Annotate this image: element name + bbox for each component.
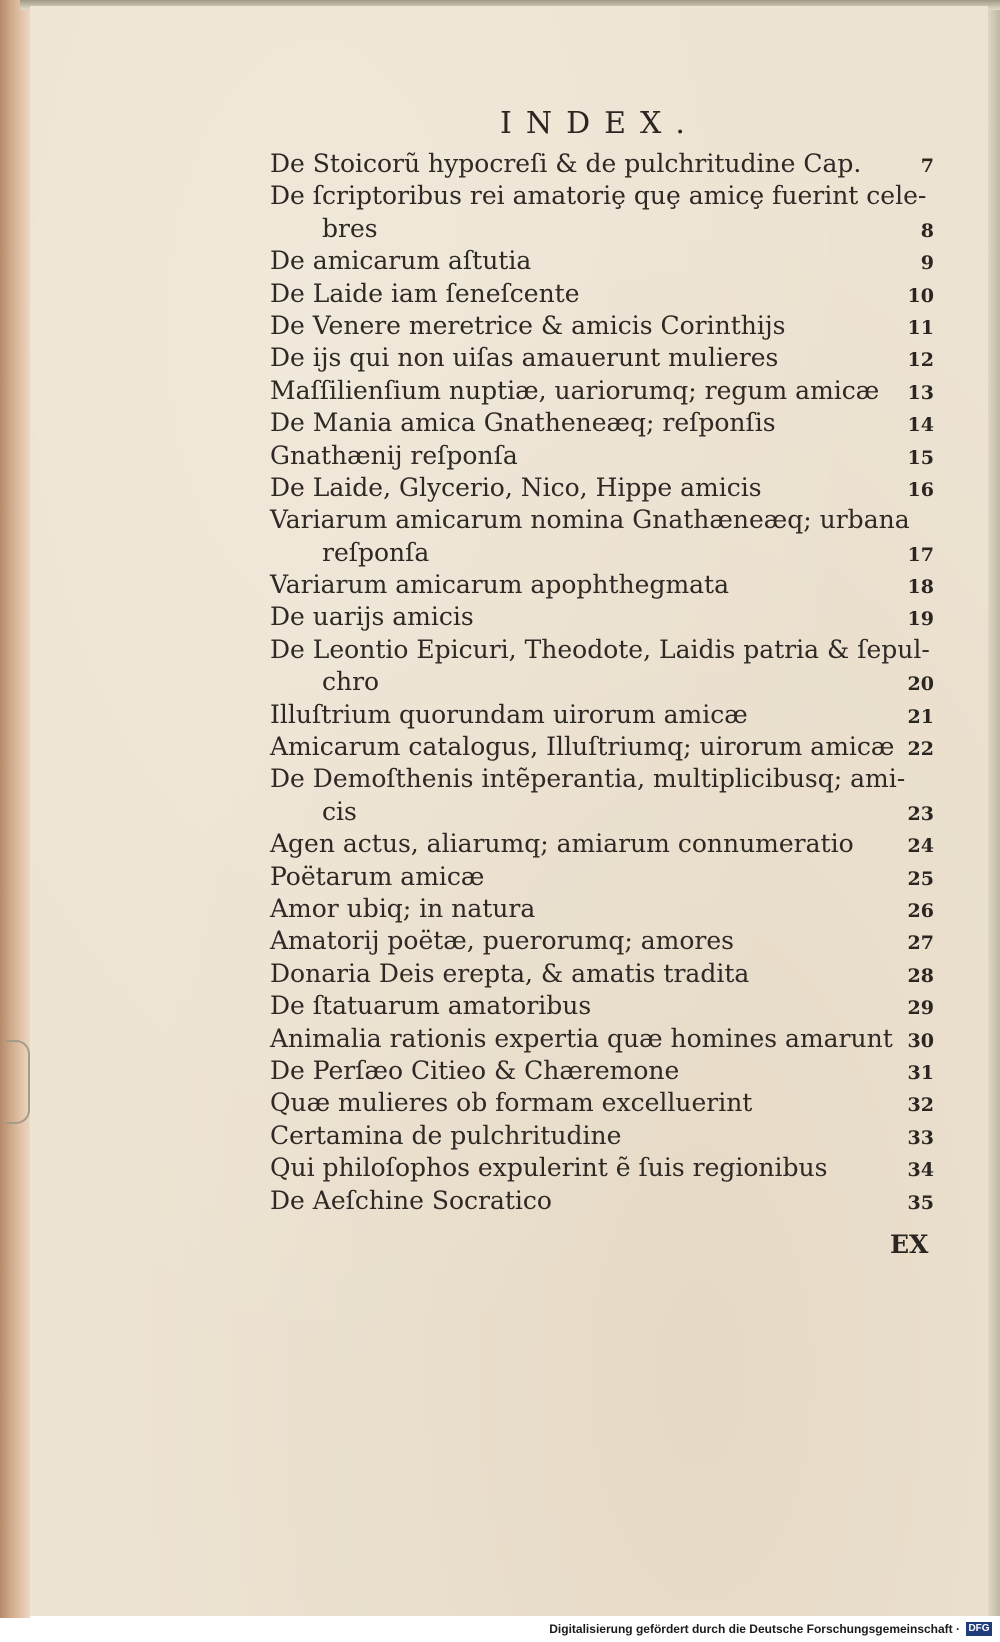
index-entry-page: 15	[907, 446, 934, 469]
index-entry	[270, 504, 934, 536]
catchword: EX	[890, 1230, 929, 1259]
footer-credit: Digitalisierung gefördert durch die Deutsche Forschungsgemeinschaft ·	[549, 1622, 960, 1636]
index-entry-text: De Demoſthenis intẽperantia, multiplicibusq; ami-	[270, 764, 906, 794]
index-entry	[270, 925, 934, 957]
index-entry-text: De ſcriptoribus rei amatoriȩ quȩ amicȩ fuerint cele-	[270, 181, 927, 211]
index-entry-page: 34	[907, 1159, 934, 1182]
index-entry-page: 11	[907, 316, 934, 339]
index-entry	[270, 245, 934, 277]
index-entry-text: De Venere meretrice & amicis Corinthijs	[270, 310, 786, 340]
index-entry-text: De Stoicorũ hypocreſi & de pulchritudine Cap.	[270, 149, 862, 178]
index-entry-text: Agen actus, aliarumq; amiarum connumeratio	[270, 829, 854, 859]
index-entry-page: 27	[907, 932, 934, 955]
index-entry-page: 7	[920, 155, 934, 177]
index-entry	[270, 634, 934, 666]
footer-bar	[0, 1618, 1000, 1642]
index-entry-page: 32	[907, 1094, 934, 1117]
index-entry	[270, 666, 934, 698]
page-title: INDEX.	[500, 106, 699, 141]
index-entry-text: De Aeſchine Socratico	[270, 1185, 552, 1215]
index-entry-page: 14	[907, 414, 934, 437]
index-entry	[270, 601, 934, 633]
index-entry-text: De amicarum aſtutia	[270, 246, 532, 276]
dfg-logo-icon: DFG	[966, 1622, 992, 1636]
index-entry-text: De Laide iam ſeneſcente	[270, 278, 580, 308]
index-entry-page: 33	[907, 1126, 934, 1149]
index-entry-page: 26	[907, 899, 934, 922]
index-entry-page: 9	[920, 252, 934, 275]
index-entry	[270, 893, 934, 925]
index-entry	[270, 699, 934, 731]
index-entry-page: 17	[907, 543, 934, 566]
index-entry-text: Variarum amicarum apophthegmata	[270, 570, 730, 600]
index-entry	[270, 828, 934, 860]
index-entry-text: Amicarum catalogus, Illuſtriumq; uirorum amicæ	[270, 732, 895, 762]
index-entry	[270, 537, 934, 569]
index-entry	[270, 407, 934, 439]
index-entry-page: 19	[907, 608, 934, 631]
index-entry-text: Variarum amicarum nomina Gnathæneæq; urbana	[270, 505, 910, 535]
index-entry	[270, 796, 934, 828]
page-right-edge	[988, 10, 1000, 1616]
index-entry-text: Quæ mulieres ob formam excelluerint	[270, 1088, 753, 1118]
index-entry	[270, 440, 934, 472]
index-entry	[270, 310, 934, 342]
index-entry-text: bres	[322, 213, 378, 243]
index-entry-page: 35	[907, 1191, 934, 1214]
index-entry	[270, 472, 934, 504]
index-entry	[270, 958, 934, 990]
index-entry	[270, 1185, 934, 1217]
index-entry	[270, 180, 934, 212]
index-entry	[270, 213, 934, 245]
index-entry-text: Gnathænij reſponſa	[270, 440, 518, 470]
index-entry-text: De ijs qui non uiſas amauerunt mulieres	[270, 343, 779, 373]
index-entry-text: cis	[322, 796, 357, 826]
index-entry	[270, 990, 934, 1022]
index-entry-page: 24	[907, 835, 934, 858]
clip-mark	[6, 1040, 30, 1124]
index-entry-text: De uarijs amicis	[270, 602, 474, 632]
index-entry	[270, 278, 934, 310]
index-entry	[270, 1055, 934, 1087]
index-entry-page: 29	[907, 997, 934, 1020]
index-entry-text: Maſſilienſium nuptiæ, uariorumq; regum amicæ	[270, 375, 880, 405]
index-entry-text: Poëtarum amicæ	[270, 861, 485, 891]
index-entry-text: De Laide, Glycerio, Nico, Hippe amicis	[270, 472, 762, 502]
index-entry-page: 22	[907, 738, 934, 761]
index-entry-text: De Mania amica Gnatheneæq; reſponſis	[270, 408, 776, 438]
index-entry	[270, 763, 934, 795]
index-entry-page: 8	[920, 219, 934, 242]
index-entry-page: 10	[907, 284, 934, 307]
index-entry-page: 20	[907, 673, 934, 696]
index-entry-text: De Perſæo Citieo & Chæremone	[270, 1055, 680, 1085]
book-binding-edge	[0, 0, 30, 1618]
index-entry	[270, 375, 934, 407]
index-entry-page: 30	[907, 1029, 934, 1052]
index-entry-text: De ſtatuarum amatoribus	[270, 991, 592, 1021]
index-entry-text: Illuſtrium quorundam uirorum amicæ	[270, 699, 748, 729]
index-entry	[270, 148, 934, 180]
index-entry-text: Donaria Deis erepta, & amatis tradita	[270, 958, 750, 988]
index-entry	[270, 1087, 934, 1119]
index-entry	[270, 342, 934, 374]
index-entry	[270, 569, 934, 601]
index-entry-page: 28	[907, 964, 934, 987]
index-entry-page: 13	[907, 381, 934, 404]
index-entry-text: Qui philoſophos expulerint ẽ ſuis regionibus	[270, 1153, 828, 1183]
index-entry-text: Amor ubiq; in natura	[270, 893, 536, 923]
index-entry	[270, 731, 934, 763]
index-entry-page: 23	[907, 802, 934, 825]
index-entry-page: 18	[907, 576, 934, 599]
index-list	[270, 148, 934, 1217]
index-entry-text: De Leontio Epicuri, Theodote, Laidis patria & ſepul-	[270, 634, 930, 664]
index-entry	[270, 1120, 934, 1152]
index-entry-page: 31	[907, 1061, 934, 1084]
index-entry-page: 25	[907, 867, 934, 890]
index-entry-text: Animalia rationis expertia quæ homines amarunt	[270, 1023, 893, 1053]
index-entry	[270, 861, 934, 893]
index-entry-page: 21	[907, 705, 934, 728]
index-entry-text: chro	[322, 667, 380, 697]
index-entry-text: reſponſa	[322, 537, 430, 567]
index-entry	[270, 1152, 934, 1184]
index-entry-text: Certamina de pulchritudine	[270, 1120, 622, 1150]
index-entry-text: Amatorij poëtæ, puerorumq; amores	[270, 926, 734, 956]
index-entry-page: 12	[907, 349, 934, 372]
index-entry	[270, 1023, 934, 1055]
index-entry-page: 16	[907, 478, 934, 501]
